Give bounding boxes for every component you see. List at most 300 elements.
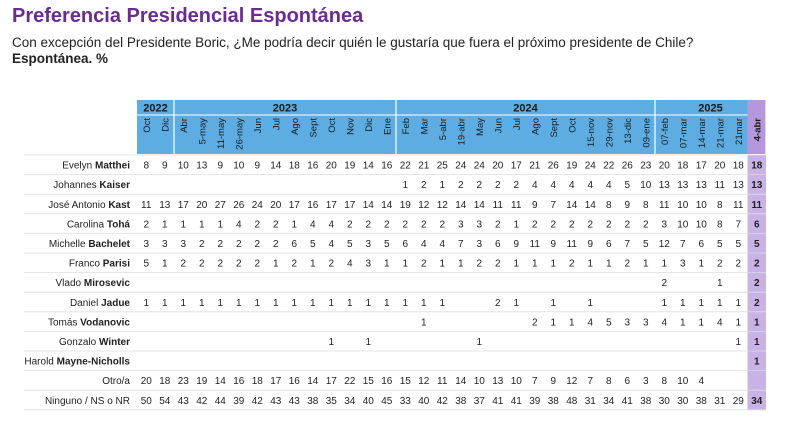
- table-cell: 2: [235, 239, 242, 250]
- year-label: 2022: [143, 102, 168, 115]
- table-cell: 17: [695, 160, 707, 172]
- table-cell: 24: [584, 160, 596, 172]
- table-cell: 10: [510, 376, 522, 388]
- column-label: Ene: [382, 118, 394, 135]
- page-title: Preferencia Presidencial Espontánea: [12, 5, 364, 27]
- row-label: [69, 259, 130, 270]
- table-cell: 2: [254, 219, 261, 231]
- table-cell: 2: [624, 219, 631, 231]
- column-label: Oct: [141, 118, 153, 133]
- table-cell: 5: [753, 239, 760, 250]
- table-cell: 2: [328, 258, 335, 270]
- table-cell: 6: [698, 239, 705, 250]
- table-cell: 3: [476, 219, 483, 231]
- row-last-name: Parisi: [102, 258, 130, 270]
- table-cell: 14: [307, 376, 319, 388]
- table-cell: 13: [159, 199, 171, 211]
- table-cell: 2: [235, 258, 242, 270]
- table-cell: 31: [584, 395, 596, 407]
- column-label: Oct: [326, 118, 338, 133]
- column-label: Jun: [493, 118, 505, 134]
- table-cell: 10: [640, 180, 652, 192]
- table-cell: 27: [214, 199, 226, 211]
- table-cell: 4: [587, 317, 594, 329]
- table-cell: 1: [550, 317, 557, 329]
- table-cell: 2: [439, 219, 446, 231]
- table-cell: 20: [658, 160, 670, 172]
- table-cell: 4: [328, 239, 335, 250]
- table-cell: 18: [732, 160, 744, 172]
- row-first-name: José Antonio: [48, 199, 109, 211]
- table-cell: 2: [365, 219, 372, 231]
- column-label: Jul: [511, 118, 523, 131]
- table-cell: 8: [642, 199, 649, 211]
- table-cell: 13: [732, 180, 744, 192]
- year-label: 2023: [272, 102, 298, 115]
- column-label: 4-abr: [752, 118, 764, 142]
- row-label: [49, 239, 131, 250]
- table-cell: 15: [362, 376, 374, 388]
- column-label: Sept: [548, 118, 560, 138]
- table-cell: 12: [418, 376, 430, 388]
- table-cell: 1: [679, 317, 686, 329]
- table-cell: 21: [418, 160, 430, 172]
- table-cell: 1: [254, 297, 261, 309]
- table-cell: 25: [436, 160, 448, 172]
- table-cell: 24: [473, 160, 485, 172]
- table-cell: 1: [328, 337, 335, 348]
- table-cell: 2: [254, 239, 261, 250]
- table-cell: 11: [141, 199, 152, 211]
- row-last-name: Winter: [98, 337, 130, 348]
- table-cell: 14: [362, 199, 374, 211]
- table-cell: 1: [272, 258, 279, 270]
- row-first-name: Franco: [68, 258, 103, 270]
- table-cell: 11: [529, 239, 540, 250]
- table-cell: 38: [640, 395, 652, 407]
- table-cell: 12: [436, 199, 448, 211]
- table-cell: 2: [217, 258, 224, 270]
- table-cell: 23: [640, 160, 652, 172]
- table-cell: 10: [677, 199, 689, 211]
- column-label: Abr: [178, 118, 190, 133]
- table-cell: 1: [198, 297, 205, 309]
- table-cell: 1: [716, 278, 723, 290]
- table-cell: 7: [624, 239, 631, 250]
- table-cell: 38: [547, 395, 559, 407]
- table-cell: 43: [270, 395, 282, 407]
- row-first-name: Evelyn: [62, 160, 95, 172]
- table-cell: 9: [550, 239, 557, 250]
- table-cell: 1: [309, 258, 316, 270]
- column-label: 07-feb: [659, 118, 671, 145]
- table-cell: 13: [196, 160, 208, 172]
- table-cell: 1: [679, 297, 686, 309]
- table-cell: 1: [513, 297, 520, 309]
- table-cell: 2: [568, 219, 575, 231]
- table-cell: 2: [476, 180, 483, 192]
- table-cell: 20: [270, 199, 282, 211]
- table-cell: 17: [344, 199, 356, 211]
- column-label: Oct: [567, 118, 579, 133]
- column-label: 5-abr: [437, 118, 449, 141]
- table-cell: 2: [531, 317, 538, 329]
- row-label: [48, 200, 130, 211]
- table-cell: 3: [457, 219, 464, 231]
- table-cell: 2: [198, 239, 205, 250]
- row-label: Otro/a: [102, 376, 130, 388]
- row-last-name: Kaiser: [99, 180, 130, 192]
- table-cell: 4: [605, 180, 612, 192]
- table-cell: 10: [695, 219, 707, 231]
- table-cell: 2: [457, 180, 464, 192]
- table-cell: 5: [143, 258, 150, 270]
- table-cell: 2: [494, 258, 501, 270]
- column-label: 11-may: [215, 118, 227, 149]
- table-cell: 37: [473, 395, 485, 407]
- table-cell: 1: [217, 297, 224, 309]
- table-cell: 2: [420, 219, 427, 231]
- table-cell: 1: [698, 258, 705, 270]
- table-cell: 2: [753, 278, 760, 290]
- table-cell: 1: [235, 297, 242, 309]
- table-cell: 1: [402, 297, 409, 309]
- table-cell: 9: [254, 160, 261, 172]
- table-cell: 2: [531, 219, 538, 231]
- column-label: 07-mar: [678, 118, 690, 149]
- table-cell: 8: [143, 160, 150, 172]
- table-cell: 5: [346, 239, 353, 250]
- table-cell: 8: [661, 376, 668, 388]
- table-cell: 1: [291, 219, 298, 231]
- table-cell: 8: [716, 199, 723, 211]
- table-cell: 3: [642, 376, 649, 388]
- table-cell: 2: [605, 219, 612, 231]
- column-label: 5-may: [197, 118, 209, 145]
- row-label: [53, 180, 130, 191]
- table-cell: 3: [624, 317, 631, 329]
- table-cell: 10: [695, 199, 707, 211]
- table-cell: 1: [531, 258, 538, 270]
- table-cell: 1: [439, 180, 446, 192]
- table-cell: 4: [550, 180, 557, 192]
- column-label: Dic: [160, 118, 172, 132]
- table-cell: 39: [529, 395, 541, 407]
- column-label: 09-ene: [641, 118, 653, 148]
- table-cell: 1: [383, 258, 390, 270]
- table-cell: 45: [381, 395, 393, 407]
- table-cell: 2: [753, 258, 760, 270]
- table-cell: 33: [399, 395, 411, 407]
- table-cell: 16: [288, 376, 300, 388]
- table-cell: 1: [383, 297, 390, 309]
- table-cell: 22: [399, 160, 411, 172]
- table-cell: 17: [177, 199, 189, 211]
- table-cell: 1: [328, 297, 335, 309]
- table-cell: 20: [325, 160, 337, 172]
- column-label: May: [474, 118, 486, 136]
- column-label: 14-mar: [696, 118, 708, 149]
- table-cell: 38: [695, 395, 707, 407]
- table-cell: 2: [624, 258, 631, 270]
- table-cell: 9: [624, 199, 631, 211]
- table-cell: 11: [751, 199, 763, 211]
- table-cell: 4: [587, 180, 594, 192]
- table-cell: 4: [439, 239, 446, 250]
- row-first-name: Harold: [24, 356, 57, 368]
- table-cell: 34: [751, 395, 763, 407]
- table-cell: 34: [603, 395, 615, 407]
- table-cell: 1: [735, 337, 742, 348]
- row-last-name: Kast: [108, 199, 130, 211]
- table-cell: 2: [254, 258, 261, 270]
- table-cell: 3: [476, 239, 483, 250]
- table-cell: 14: [566, 199, 578, 211]
- table-cell: 1: [365, 297, 372, 309]
- table-cell: 19: [399, 199, 411, 211]
- table-cell: 10: [677, 376, 689, 388]
- table-cell: 4: [698, 376, 705, 388]
- table-cell: 1: [402, 258, 409, 270]
- table-cell: 1: [661, 258, 668, 270]
- table-cell: 2: [494, 219, 501, 231]
- table-cell: 5: [642, 239, 649, 250]
- table-cell: 8: [605, 199, 612, 211]
- table-cell: 1: [420, 317, 427, 329]
- table-cell: 1: [587, 258, 594, 270]
- table-cell: 9: [161, 160, 168, 172]
- row-label: Ninguno / NS o NR: [44, 395, 130, 407]
- table-cell: 1: [753, 337, 760, 348]
- table-cell: 1: [605, 258, 612, 270]
- table-cell: 4: [568, 180, 575, 192]
- row-label: [70, 298, 130, 309]
- row-label: [59, 337, 130, 348]
- table-cell: 2: [180, 258, 187, 270]
- column-label: 21-mar: [715, 118, 727, 149]
- table-cell: 4: [346, 258, 353, 270]
- table-cell: 16: [307, 160, 319, 172]
- table-cell: 26: [547, 160, 559, 172]
- table-cell: 1: [161, 258, 168, 270]
- table-cell: 14: [381, 199, 393, 211]
- year-label: 2025: [698, 102, 723, 115]
- column-label: Nov: [345, 118, 357, 135]
- table-cell: 20: [492, 160, 504, 172]
- table-cell: 7: [531, 376, 538, 388]
- table-cell: 14: [584, 199, 596, 211]
- table-cell: 3: [642, 317, 649, 329]
- table-cell: 14: [455, 199, 467, 211]
- table-cell: 1: [550, 297, 557, 309]
- row-first-name: Johannes: [53, 180, 100, 192]
- row-label: [56, 278, 131, 289]
- table-cell: 10: [473, 376, 485, 388]
- table-cell: 10: [233, 160, 245, 172]
- table-cell: 22: [344, 376, 356, 388]
- table-cell: 1: [753, 356, 760, 368]
- table-cell: 2: [272, 239, 279, 250]
- table-cell: 1: [735, 297, 742, 309]
- table-cell: 1: [180, 297, 187, 309]
- table-cell: 6: [291, 239, 298, 250]
- table-cell: 48: [566, 395, 578, 407]
- table-cell: 20: [714, 160, 726, 172]
- table-cell: 3: [365, 258, 372, 270]
- table-cell: 6: [605, 239, 612, 250]
- table-cell: 38: [307, 395, 319, 407]
- table-cell: 1: [513, 219, 520, 231]
- table-cell: 20: [196, 199, 208, 211]
- table-cell: 41: [492, 395, 504, 407]
- table-cell: 11: [659, 199, 670, 211]
- table-cell: 9: [550, 376, 557, 388]
- table-cell: 4: [716, 317, 723, 329]
- table-cell: 2: [346, 219, 353, 231]
- table-cell: 30: [677, 395, 689, 407]
- column-label: Sept: [308, 118, 320, 138]
- table-cell: 1: [161, 297, 168, 309]
- table-cell: 2: [716, 258, 723, 270]
- row-first-name: Gonzalo: [58, 337, 99, 348]
- table-cell: 9: [587, 239, 594, 250]
- table-cell: 2: [291, 258, 298, 270]
- table-cell: 1: [420, 297, 427, 309]
- column-label: Ago: [530, 118, 542, 135]
- table-cell: 3: [180, 239, 187, 250]
- table-cell: 3: [661, 219, 668, 231]
- row-last-name: Vodanovic: [80, 317, 130, 329]
- table-cell: 2: [494, 180, 501, 192]
- table-cell: 5: [309, 239, 316, 250]
- table-cell: 12: [418, 199, 430, 211]
- column-label: Mar: [419, 118, 431, 135]
- table-cell: 2: [735, 258, 742, 270]
- table-cell: 35: [325, 395, 337, 407]
- row-last-name: Tohá: [106, 219, 130, 231]
- table-cell: 3: [143, 239, 150, 250]
- table-cell: 1: [272, 297, 279, 309]
- table-cell: 9: [513, 239, 520, 250]
- table-cell: 29: [732, 395, 744, 407]
- row-label: [67, 219, 131, 230]
- table-cell: 14: [214, 376, 226, 388]
- table-cell: 5: [383, 239, 390, 250]
- table-cell: 1: [309, 297, 316, 309]
- table-cell: 8: [716, 219, 723, 231]
- row-first-name: Vlado: [55, 278, 84, 290]
- table-cell: 1: [476, 337, 483, 348]
- table-cell: 7: [587, 376, 594, 388]
- table-cell: 11: [511, 199, 522, 211]
- table-cell: 30: [658, 395, 670, 407]
- table-cell: 11: [566, 239, 577, 250]
- table-cell: 43: [288, 395, 300, 407]
- table-cell: 1: [365, 337, 372, 348]
- table-cell: 1: [735, 317, 742, 329]
- subtitle-question: Con excepción del Presidente Boric, ¿Me podría decir quién le gustaría que fuera el próximo presidente de Chile?: [12, 35, 694, 50]
- table-cell: 1: [568, 317, 575, 329]
- column-label: Jul: [271, 118, 283, 131]
- table-cell: 12: [658, 239, 670, 250]
- table-cell: 2: [513, 180, 520, 192]
- table-cell: 14: [455, 376, 467, 388]
- column-label: Ago: [289, 118, 301, 135]
- table-cell: 1: [291, 297, 298, 309]
- table-cell: 4: [531, 180, 538, 192]
- table-cell: 39: [233, 395, 245, 407]
- table-cell: 54: [159, 395, 171, 407]
- table-cell: 31: [714, 395, 726, 407]
- table-cell: 7: [679, 239, 686, 250]
- table-cell: 1: [217, 219, 224, 231]
- table-cell: 4: [309, 219, 316, 231]
- table-cell: 7: [735, 219, 742, 231]
- table-cell: 2: [402, 219, 409, 231]
- table-cell: 1: [439, 258, 446, 270]
- table-cell: 1: [161, 219, 168, 231]
- table-cell: 1: [457, 258, 464, 270]
- table-cell: 13: [751, 180, 763, 192]
- table-cell: 18: [251, 376, 263, 388]
- row-first-name: Carolina: [66, 219, 107, 231]
- table-cell: 44: [214, 395, 226, 407]
- table-cell: 18: [159, 376, 171, 388]
- table-cell: 43: [177, 395, 189, 407]
- table-cell: 6: [624, 376, 631, 388]
- table-cell: 10: [177, 160, 189, 172]
- table-cell: 42: [196, 395, 208, 407]
- table-cell: 23: [177, 376, 189, 388]
- table-cell: 13: [695, 180, 707, 192]
- table-cell: 2: [383, 219, 390, 231]
- table-cell: 2: [217, 239, 224, 250]
- table-cell: 2: [272, 219, 279, 231]
- table-cell: 11: [733, 199, 744, 211]
- table-cell: 9: [531, 199, 538, 211]
- row-last-name: Matthei: [95, 160, 130, 172]
- table-cell: 1: [587, 297, 594, 309]
- column-label: 13-dic: [622, 118, 634, 144]
- table-cell: 7: [550, 199, 557, 211]
- table-cell: 34: [344, 395, 356, 407]
- table-cell: 50: [140, 395, 152, 407]
- table-cell: 1: [642, 258, 649, 270]
- table-cell: 19: [566, 160, 578, 172]
- column-label: Feb: [400, 118, 412, 135]
- table-cell: 3: [679, 258, 686, 270]
- table-cell: 1: [513, 258, 520, 270]
- table-cell: 18: [677, 160, 689, 172]
- table-cell: 1: [143, 297, 150, 309]
- row-last-name: Jadue: [101, 297, 130, 309]
- table-cell: 4: [235, 219, 242, 231]
- column-label: 19-abr: [456, 118, 468, 146]
- column-label: 15-nov: [585, 118, 597, 148]
- table-cell: 14: [362, 160, 374, 172]
- table-cell: 5: [624, 180, 631, 192]
- table-cell: 38: [455, 395, 467, 407]
- table-cell: 40: [362, 395, 374, 407]
- column-label: 21mar: [733, 118, 745, 145]
- row-last-name: Mirosevic: [83, 278, 130, 290]
- table-cell: 1: [661, 297, 668, 309]
- table-cell: 17: [288, 199, 300, 211]
- table-cell: 24: [251, 199, 263, 211]
- row-label: [62, 161, 130, 172]
- table-cell: 41: [510, 395, 522, 407]
- table-cell: 16: [381, 376, 393, 388]
